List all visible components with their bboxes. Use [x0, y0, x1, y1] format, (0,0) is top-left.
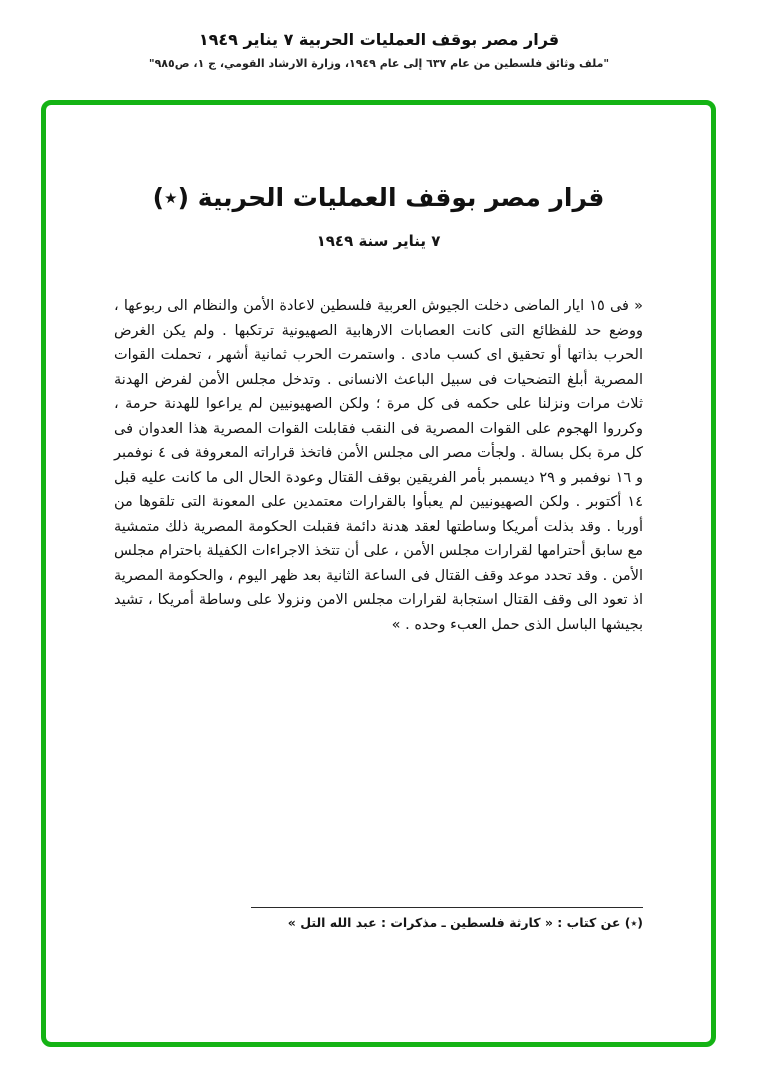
header-title: قرار مصر بوقف العمليات الحربية ٧ يناير ١٩٤٩ — [198, 30, 560, 49]
page-header — [0, 30, 758, 70]
footnote-divider — [251, 907, 643, 908]
footnote-text: (٭) عن كتاب : « كارثة فلسطين ـ مذكرات : عبد الله التل » — [287, 915, 643, 930]
document-date: ٧ يناير سنة ١٩٤٩ — [316, 232, 441, 250]
document-body-text: « فى ١٥ ايار الماضى دخلت الجيوش العربية فلسطين لاعادة الأمن والنظام الى ربوعها ، ووضع حد للفظائع التى كانت العصابات الارهابية الصهيونية ترتكبها . ولم يكن الغرض الحرب بذاتها أو تحقيق اى كسب مادى . واستمرت الحرب ثمانية أشهر ، تحملت القوات المصرية أبلغ التضحيات فى سبيل الباعث الانسانى . وتدخل مجلس الأمن لفرض الهدنة ثلاث مرات ونزلنا على حكمه فى كل مرة ؛ ولكن الصهيونيين لم يراعوا للهدنة حرمة ، وكرروا الهجوم على القوات المصرية فى النقب فقابلت القوات المصرية هذا العدوان فى كل مرة بكل بسالة . ولجأت مصر الى مجلس الأمن فاتخذ قراراته المعروفة فى ٤ نوفمبر و ١٦ نوفمبر و ٢٩ ديسمبر بأمر الفريقين بوقف القتال وعودة الحال الى ما كانت عليه قبل ١٤ أكتوبر . ولكن الصهيونيين لم يعبأوا بالقرارات معتمدين على المعونة التى تلقوها من أوربا . وقد بذلت أمريكا وساطتها لعقد هدنة دائمة فقبلت الحكومة المصرية ذلك متمشية مع سابق أحترامها لقرارات مجلس الأمن ، على أن تتخذ الاجراءات الكفيلة باحترام مجلس الأمن . وقد تحدد موعد وقف القتال فى الساعة الثانية بعد ظهر اليوم ، والحكومة المصرية اذ تعود الى وقف القتال استجابة لقرارات مجلس الامن ونزولا على وساطة أمريكا ، تشيد بجيشها الباسل الذى حمل العبء وحده . » — [114, 298, 643, 633]
header-source-citation: "ملف وثائق فلسطين من عام ٦٣٧ إلى عام ١٩٤٩، وزارة الارشاد القومي، ج ١، ص٩٨٥" — [148, 57, 610, 70]
scanned-page-frame — [41, 100, 716, 1047]
footnote-area — [251, 907, 643, 930]
document-title: قرار مصر بوقف العمليات الحربية (٭) — [152, 183, 605, 212]
